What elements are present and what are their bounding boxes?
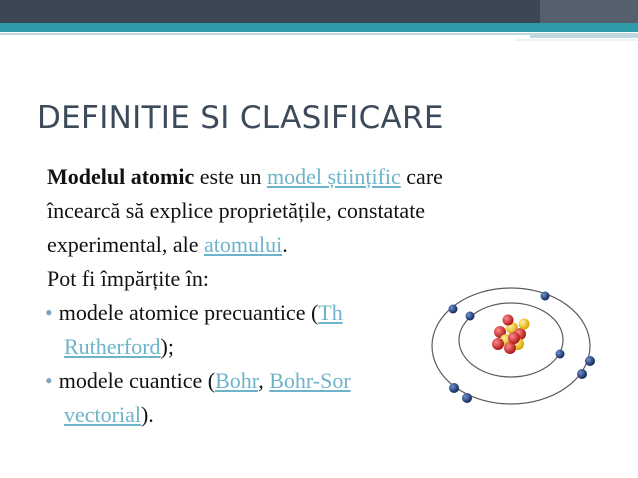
paragraph-definition-line-1: [47, 160, 607, 194]
text-segment: .: [282, 232, 288, 257]
text-segment: experimental, ale: [47, 232, 204, 257]
term-bold: Modelul atomic: [47, 164, 195, 189]
link-bohr-sommerfeld[interactable]: Bohr-Sor: [269, 368, 351, 393]
paragraph-classification-intro: Pot fi împărțite în:: [47, 266, 209, 291]
link-thomson[interactable]: Th: [318, 300, 343, 325]
bullet-glyph: •: [45, 300, 53, 325]
link-vectorial[interactable]: vectorial: [64, 402, 141, 427]
text-segment: );: [160, 334, 174, 359]
bullet-text: modele atomice precuantice (: [58, 300, 319, 325]
bullet-text: modele cuantice (: [58, 368, 216, 393]
atom-model-illustration: [420, 282, 618, 418]
text-segment: ).: [140, 402, 154, 427]
text-segment: ,: [258, 368, 270, 393]
bullet-glyph: •: [45, 368, 53, 393]
text-segment: care: [400, 164, 443, 189]
slide-title: DEFINITIE SI CLASIFICARE: [37, 100, 444, 136]
link-atomului[interactable]: atomului: [203, 232, 283, 257]
paragraph-definition-line-2: încearcă să explice proprietățile, constatate: [47, 198, 426, 223]
paragraph-definition-line-3: [47, 228, 607, 262]
header-decoration-band: [0, 0, 638, 50]
link-rutherford[interactable]: Rutherford: [64, 334, 161, 359]
text-segment: este un: [194, 164, 267, 189]
link-model-stiintific[interactable]: model științific: [266, 164, 401, 189]
link-bohr[interactable]: Bohr: [215, 368, 259, 393]
